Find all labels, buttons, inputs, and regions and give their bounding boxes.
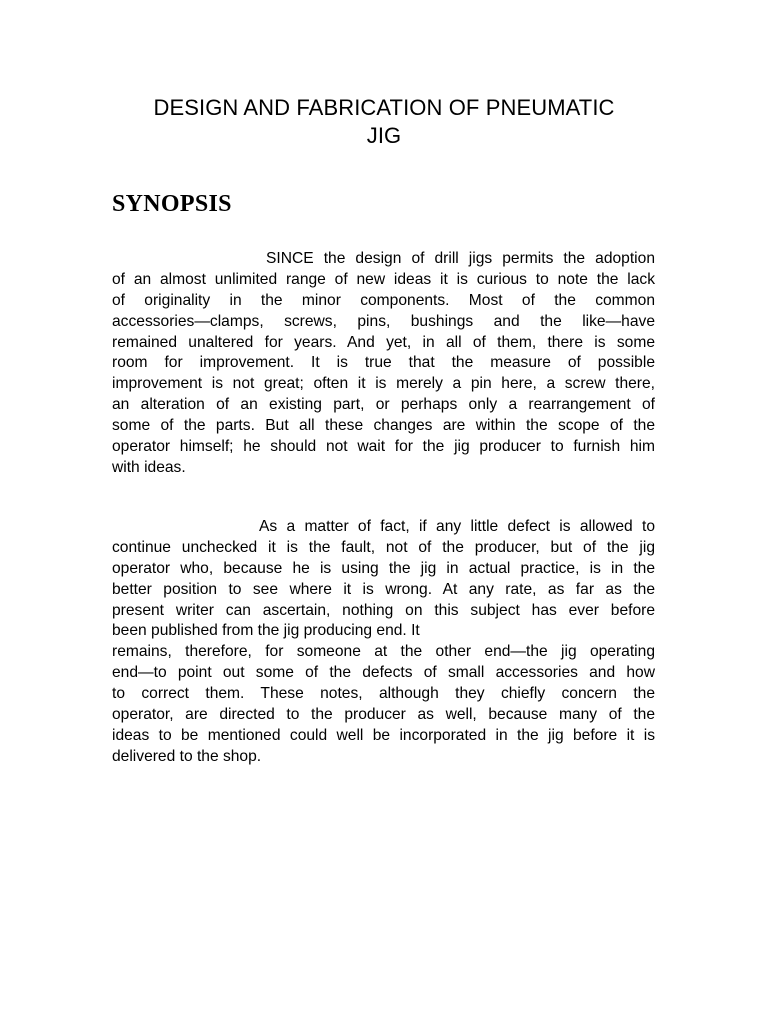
paragraph-line: some of the parts. But all these changes are within the scope of the <box>112 417 655 435</box>
paragraph-line: better position to see where it is wrong. At any rate, as far as the <box>112 580 655 598</box>
paragraph-line: of originality in the minor components. Most of the common <box>112 291 655 309</box>
paragraph-line: end—to point out some of the defects of small accessories and how <box>112 664 655 682</box>
title-line: DESIGN AND FABRICATION OF PNEUMATIC <box>153 95 615 120</box>
paragraph-line: delivered to the shop. <box>112 747 262 765</box>
paragraph-line: accessories—clamps, screws, pins, bushings and the like—have <box>112 312 655 330</box>
paragraph-line: to correct them. These notes, although they chiefly concern the <box>112 685 655 703</box>
paragraph-line: remained unaltered for years. And yet, in all of them, there is some <box>112 333 655 351</box>
paragraph-line: operator who, because he is using the jig in actual practice, is in the <box>112 559 655 577</box>
paragraph-line: continue unchecked it is the fault, not of the producer, but of the jig <box>112 538 655 556</box>
paragraph-line: As a matter of fact, if any little defect is allowed to <box>259 518 655 535</box>
paragraph-line: an alteration of an existing part, or perhaps only a rearrangement of <box>112 396 655 414</box>
synopsis-paragraph-2 <box>112 517 655 768</box>
paragraph-line: SINCE the design of drill jigs permits the adoption <box>266 250 655 267</box>
section-heading-synopsis: SYNOPSIS <box>112 191 232 217</box>
paragraph-line: operator, are directed to the producer as well, because many of the <box>112 706 655 724</box>
paragraph-line: present writer can ascertain, nothing on this subject has ever before <box>112 601 655 619</box>
paragraph-line: of an almost unlimited range of new ideas it is curious to note the lack <box>112 270 655 288</box>
synopsis-paragraph-1 <box>112 249 655 479</box>
paragraph-line: operator himself; he should not wait for the jig producer to furnish him <box>112 438 655 456</box>
paragraph-line: remains, therefore, for someone at the other end—the jig operating <box>112 643 655 661</box>
paragraph-line: improvement is not great; often it is merely a pin here, a screw there, <box>112 375 655 393</box>
paragraph-line: been published from the jig producing end. It <box>112 622 420 640</box>
paragraph-line: with ideas. <box>112 458 186 476</box>
paragraph-line: ideas to be mentioned could well be incorporated in the jig before it is <box>112 726 655 744</box>
document-title <box>100 94 668 150</box>
paragraph-line: room for improvement. It is true that the measure of possible <box>112 354 655 372</box>
title-line: JIG <box>366 123 402 148</box>
